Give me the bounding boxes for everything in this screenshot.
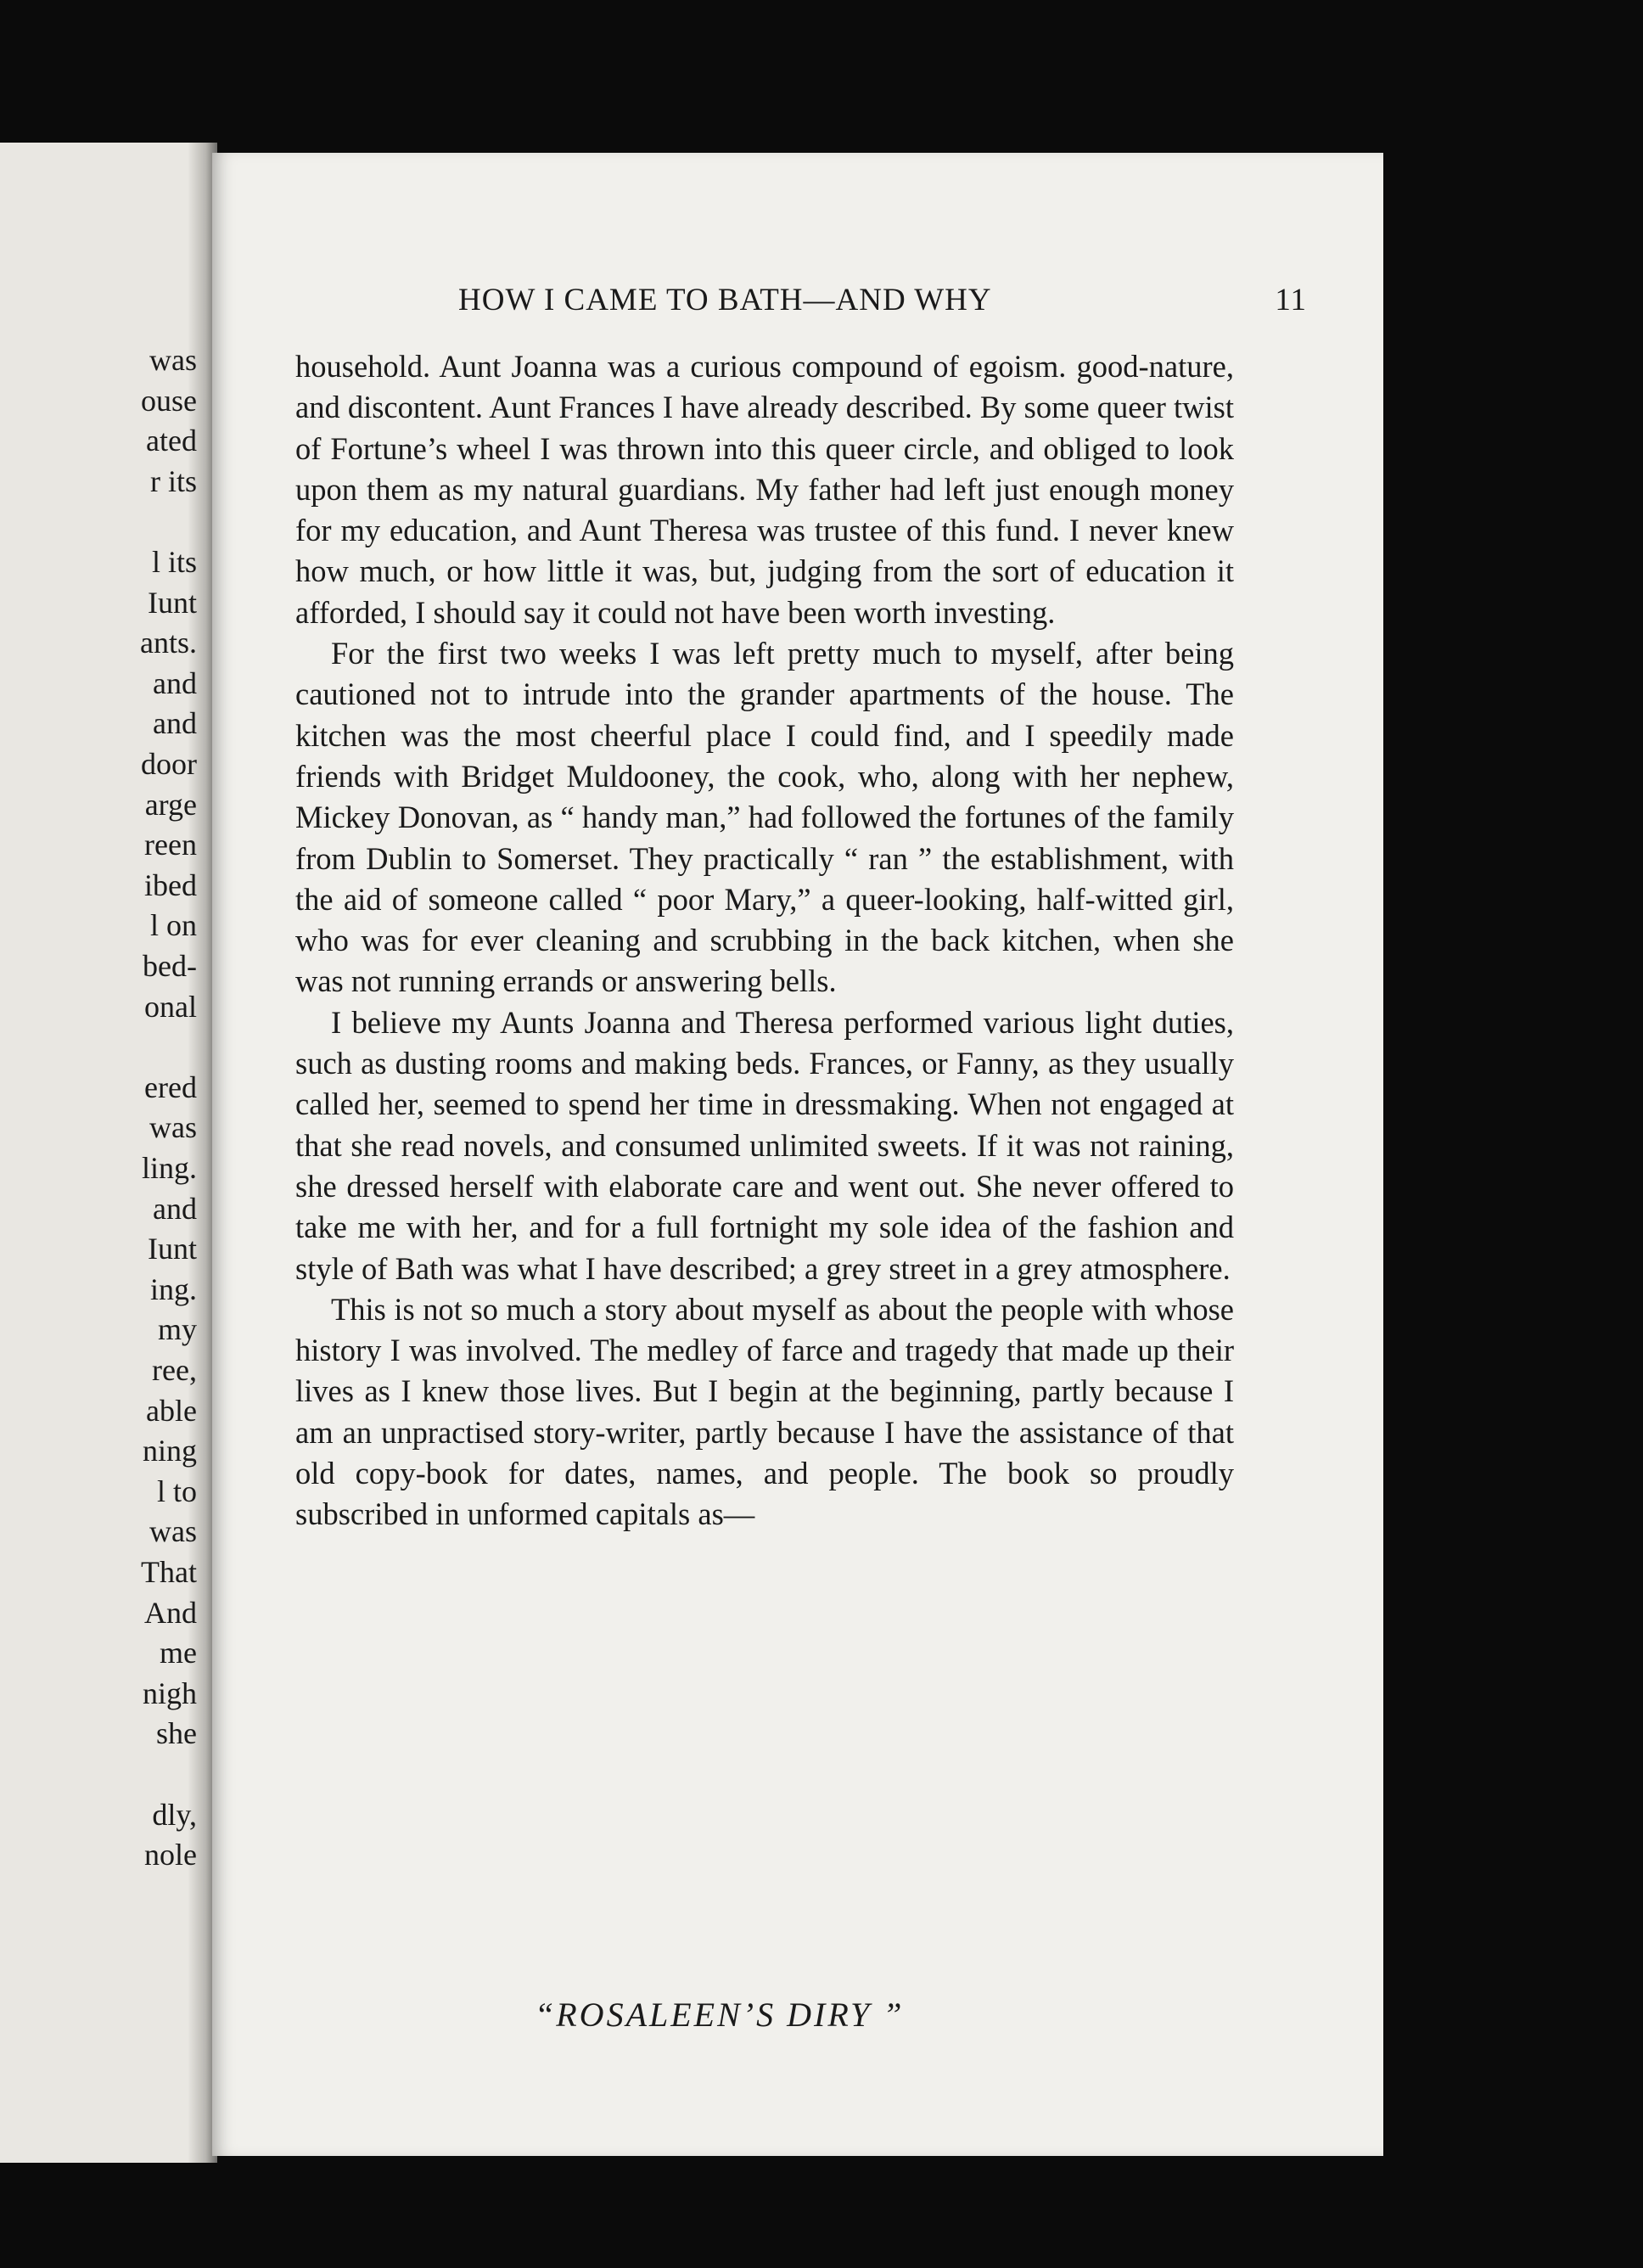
left-page-fragment: l its <box>151 545 197 579</box>
left-page-fragment: ated <box>146 424 197 458</box>
paragraph: For the first two weeks I was left pretty much to myself, after being cautioned not to intrude into the grander apartments of the house. The kitchen was the most cheerful place I could find, and I speedily made friends with Bridget Muldooney, the cook, who, along with her nephew, Mickey Donovan, as “ handy man,” had followed the fortunes of the family from Dublin to Somerset. They practically “ ran ” the establishment, with the aid of someone called “ poor Mary,” a queer-looking, half-witted girl, who was for ever cleaning and scrubbing in the back kitchen, when she was not running errands or answering bells. <box>295 636 1234 999</box>
paragraph: I believe my Aunts Joanna and Theresa performed various light duties, such as dusting rooms and making beds. Frances, or Fanny, as they usually called her, seemed to spend her time in dressmaking. When not engaged at that she read novels, and consumed unlimited sweets. If it was not raining, she dressed herself with elaborate care and went out. She never offered to take me with her, and for a full fortnight my sole idea of the fashion and style of Bath was what I have described; a grey street in a grey atmosphere. <box>295 1004 1234 1286</box>
left-page-fragment: r its <box>149 463 197 498</box>
left-page-fragment: was <box>149 1514 197 1549</box>
diary-title: “ROSALEEN’S DIRY ” <box>535 1996 905 2034</box>
left-page-fragment: ouse <box>141 383 197 418</box>
left-page-fragment: arge <box>144 787 197 822</box>
left-page-fragment: nigh <box>142 1676 197 1710</box>
left-page-fragment: l to <box>156 1474 197 1508</box>
left-page-fragment: ing. <box>149 1272 197 1306</box>
left-page-fragment: was <box>149 343 197 377</box>
left-page-fragment: ants. <box>140 626 197 660</box>
left-page-fragment: ered <box>144 1069 197 1104</box>
left-page-fragment: able <box>146 1393 197 1428</box>
paragraph: This is not so much a story about myself as about the people with whose history I was involved. The medley of farce and tragedy that made up their lives as I knew those lives. But I begin at the beginning, partly because I am an unpractised story-writer, partly because I have the assistance of that old copy-book for dates, names, and people. The book so proudly subscribed in unformed capitals as— <box>295 1291 1234 1532</box>
left-page-fragment: nole <box>144 1838 197 1872</box>
body-text <box>295 346 1234 1535</box>
left-page-fragment: ibed <box>144 867 197 902</box>
page-number: 11 <box>1275 283 1307 317</box>
left-page-fragment: my <box>157 1312 197 1347</box>
left-page-fragment: ning <box>142 1434 197 1468</box>
left-page-fragment: me <box>160 1636 197 1670</box>
left-page-fragment: And <box>144 1595 197 1630</box>
left-page-fragment: dly, <box>152 1797 197 1832</box>
left-page-fragment: ree, <box>152 1353 197 1387</box>
left-page-fragment: reen <box>144 828 197 862</box>
left-page-fragment: bed- <box>143 949 197 983</box>
running-head-title: HOW I CAME TO BATH—AND WHY <box>458 283 992 317</box>
left-page-fragment: and <box>153 1191 197 1226</box>
left-page-fragment: l on <box>149 908 197 943</box>
right-page <box>212 153 1383 2156</box>
left-page-fragment: and <box>153 665 197 700</box>
left-page-fragment: onal <box>144 989 197 1024</box>
paragraph: household. Aunt Joanna was a curious compound of egoism. good-nature, and discontent. Aunt Frances I have already described. By some queer twist of Fortune’s wheel I was thrown into this queer circle, and obliged to look upon them as my natural guardians. My father had left just enough money for my education, and Aunt Theresa was trustee of this fund. I never knew how much, or how little it was, but, judging from the sort of education it afforded, I should say it could not have been worth investing. <box>295 349 1234 630</box>
left-page-fragment: and <box>153 706 197 741</box>
left-page-fragment: That <box>141 1555 197 1589</box>
left-page-fragment: ling. <box>141 1151 197 1185</box>
left-page-fragment: was <box>149 1110 197 1145</box>
left-page-fragment: Ιunt <box>148 585 197 620</box>
left-page-fragment: Ιunt <box>148 1232 197 1266</box>
left-page-fragment: she <box>156 1716 197 1751</box>
left-page-fragment: door <box>141 747 197 781</box>
